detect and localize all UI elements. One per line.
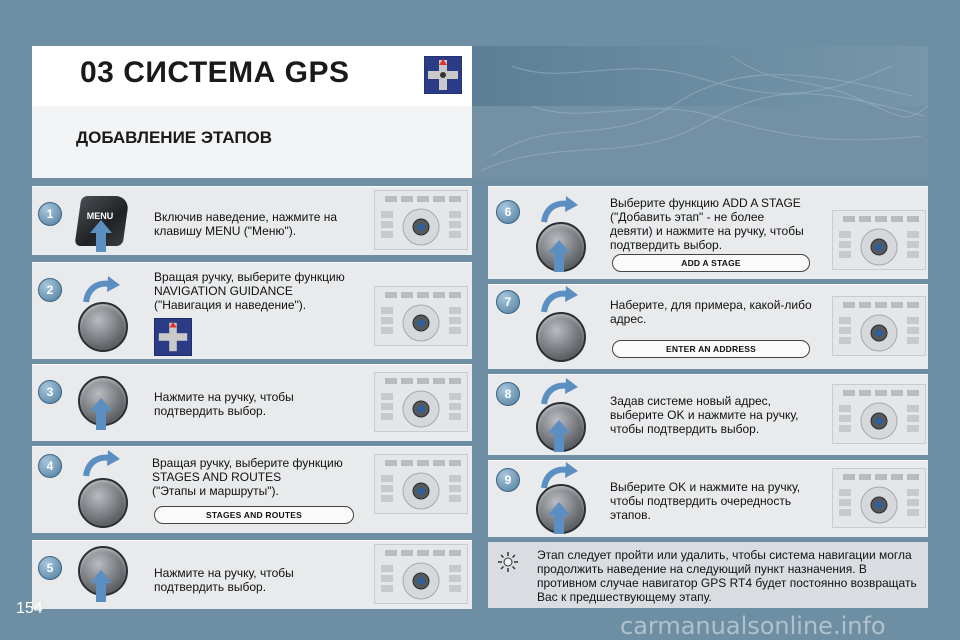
- step-number: 1: [38, 202, 62, 226]
- section-title: ДОБАВЛЕНИЕ ЭТАПОВ: [76, 128, 273, 147]
- step-7-text: Наберите, для примера, какой-либо адрес.: [610, 298, 812, 326]
- press-arrow-icon: [96, 582, 106, 602]
- page-number: 154: [16, 600, 43, 617]
- control-panel-image: [832, 468, 926, 528]
- rotate-arrow-icon: [82, 276, 120, 304]
- press-arrow-icon: [96, 232, 106, 252]
- step-number: 5: [38, 556, 62, 580]
- press-arrow-icon: [554, 432, 564, 452]
- rotary-knob[interactable]: [78, 478, 128, 528]
- step-number: 6: [496, 200, 520, 224]
- menu-key-label: MENU: [86, 211, 114, 221]
- screen-menu-option: STAGES AND ROUTES: [154, 506, 354, 524]
- topographic-map-decoration: [472, 46, 928, 178]
- step-number: 7: [496, 290, 520, 314]
- rotary-knob[interactable]: [536, 312, 586, 362]
- control-panel-image: [832, 210, 926, 270]
- step-3-text: Нажмите на ручку, чтобы подтвердить выбор.: [154, 390, 294, 418]
- rotate-arrow-icon: [540, 196, 578, 224]
- rotary-knob[interactable]: [78, 302, 128, 352]
- step-8-text: Задав системе новый адрес, выберите OK и нажмите на ручку, чтобы подтвердить выбор.: [610, 394, 799, 436]
- rotate-arrow-icon: [540, 286, 578, 314]
- page-title: 03 СИСТЕМА GPS: [80, 56, 350, 89]
- navigation-icon: [424, 56, 462, 94]
- control-panel-image: [374, 286, 468, 346]
- rotate-arrow-icon: [82, 450, 120, 478]
- step-number: 4: [38, 454, 62, 478]
- navigation-icon: [154, 318, 192, 356]
- screen-menu-option: ENTER AN ADDRESS: [612, 340, 810, 358]
- control-panel-image: [374, 190, 468, 250]
- control-panel-image: [374, 544, 468, 604]
- step-2-text: Вращая ручку, выберите функцию NAVIGATION GUIDANCE ("Навигация и наведение").: [154, 270, 345, 312]
- press-arrow-icon: [554, 252, 564, 272]
- step-9-text: Выберите OK и нажмите на ручку, чтобы подтвердить очередность этапов.: [610, 480, 801, 522]
- press-arrow-icon: [96, 410, 106, 430]
- step-number: 2: [38, 278, 62, 302]
- screen-menu-option: ADD A STAGE: [612, 254, 810, 272]
- control-panel-image: [374, 372, 468, 432]
- press-arrow-icon: [554, 514, 564, 534]
- step-number: 9: [496, 468, 520, 492]
- watermark: carmanualsonline.info: [620, 612, 886, 640]
- step-5-text: Нажмите на ручку, чтобы подтвердить выбор.: [154, 566, 294, 594]
- control-panel-image: [374, 454, 468, 514]
- control-panel-image: [832, 384, 926, 444]
- note-text: Этап следует пройти или удалить, чтобы система навигации могла продолжить наведение на следующий пункт назначения. В противном случае навигатор GPS RT4 будет постоянно возвращать Вас к предшествующему этапу.: [537, 548, 917, 604]
- step-number: 8: [496, 382, 520, 406]
- step-number: 3: [38, 380, 62, 404]
- control-panel-image: [832, 296, 926, 356]
- info-sun-icon: [498, 552, 518, 572]
- step-1-text: Включив наведение, нажмите на клавишу MENU ("Меню").: [154, 210, 338, 238]
- step-4-text: Вращая ручку, выберите функцию STAGES AND ROUTES ("Этапы и маршруты").: [152, 456, 343, 498]
- step-6-text: Выберите функцию ADD A STAGE ("Добавить этап" - не более девяти) и нажмите на ручку, чтобы подтвердить выбор.: [610, 196, 804, 252]
